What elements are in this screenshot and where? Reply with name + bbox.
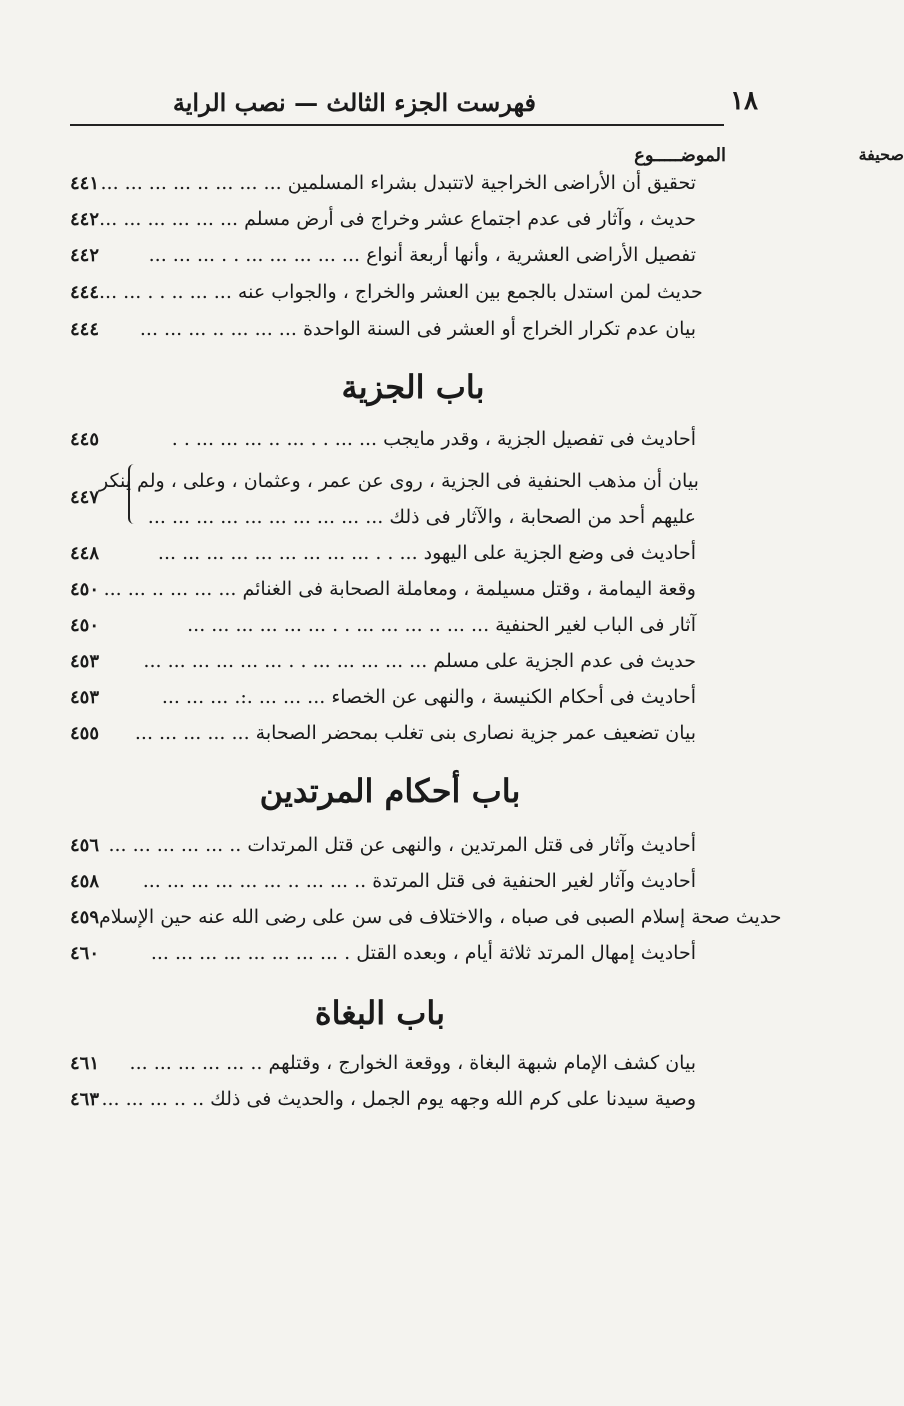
toc-page-number: ٤٥٠ (70, 579, 100, 600)
toc-entry: بيان تضعيف عمر جزية نصارى بنى تغلب بمحضر الصحابة ... ... ... ... ... (134, 722, 696, 744)
section-title-murtaddin: باب أحكام المرتدين (259, 772, 521, 810)
toc-entry: أحاديث فى وضع الجزية على اليهود ... . . ... ... ... ... ... ... ... ... ... (157, 542, 696, 564)
toc-row (70, 942, 696, 964)
toc-row (70, 172, 696, 194)
page-header (70, 80, 758, 124)
toc-row (70, 208, 696, 230)
toc-page-number: ٤٦١ (70, 1053, 100, 1074)
toc-entry: وصية سيدنا على كرم الله وجهه يوم الجمل ، والحديث فى ذلك .. .. ... ... ... (101, 1088, 696, 1110)
toc-row (70, 1088, 696, 1110)
toc-entry: تحقيق أن الأراضى الخراجية لاتتبدل بشراء المسلمين ... ... ... .. ... ... ... ... (100, 172, 696, 194)
toc-row (70, 428, 696, 450)
toc-entry: أحاديث فى أحكام الكنيسة ، والنهى عن الخصاء ... ... ... .:. ... ... ... (161, 686, 696, 708)
page-column-label: صحيفة (858, 145, 904, 164)
toc-entry: تفصيل الأراضى العشرية ، وأنها أربعة أنواع ... ... ... ... ... . . ... ... ... (148, 244, 696, 266)
toc-row (70, 542, 696, 564)
toc-entry: بيان كشف الإمام شبهة البغاة ، ووقعة الخوارج ، وقتلهم .. ... ... ... ... ... (129, 1052, 696, 1074)
toc-page-number: ٤٥٣ (70, 651, 100, 672)
toc-row (70, 650, 696, 672)
toc-row-continuation (70, 506, 696, 528)
topic-column-label: الموضـــــوع (634, 145, 726, 166)
toc-page-number: ٤٥٨ (70, 871, 100, 892)
toc-row (70, 614, 696, 636)
toc-page-number: ٤٦٠ (70, 943, 100, 964)
toc-row (70, 281, 703, 303)
toc-entry: حديث ، وآثار فى عدم اجتماع عشر وخراج فى أرض مسلم ... ... ... ... ... ... (99, 208, 696, 230)
toc-entry: أحاديث وآثار لغير الحنفية فى قتل المرتدة .. ... ... .. ... ... ... ... ... ... (142, 870, 696, 892)
toc-page-number: ٤٤١ (70, 173, 100, 194)
toc-row (70, 686, 696, 708)
toc-page-number: ٤٤٢ (70, 209, 100, 230)
toc-page-number: ٤٦٣ (70, 1089, 100, 1110)
toc-page-number: ٤٥٠ (70, 615, 100, 636)
toc-page-number: ٤٥٩ (70, 907, 100, 928)
toc-entry: أحاديث إمهال المرتد ثلاثة أيام ، وبعده القتل . ... ... ... ... ... ... ... ... (150, 942, 696, 964)
toc-page-number: ٤٤٢ (70, 245, 100, 266)
toc-entry: أحاديث فى تفصيل الجزية ، وقدر مايجب ... ... . . ... .. ... ... ... . . (171, 428, 696, 450)
toc-page-number: ٤٤٧ (70, 487, 100, 508)
toc-entry: وقعة اليمامة ، وقتل مسيلمة ، ومعاملة الصحابة فى الغنائم ... ... ... .. ... ... (103, 578, 696, 600)
toc-entry: بيان أن مذهب الحنفية فى الجزية ، روى عن عمر ، وعثمان ، وعلى ، ولم ينكر (99, 470, 699, 492)
toc-entry: حديث صحة إسلام الصبى فى صباه ، والاختلاف فى سن على رضى الله عنه حين الإسلام (99, 906, 782, 928)
toc-entry: حديث فى عدم الجزية على مسلم ... ... ... ... ... . . ... ... ... ... ... ... (143, 650, 696, 672)
section-title-jizya: باب الجزية (341, 368, 485, 406)
header-rule (70, 124, 724, 126)
toc-entry: آثار فى الباب لغير الحنفية ... ... .. ... ... ... . . ... ... ... ... ... ... (187, 614, 696, 636)
toc-entry-continuation: عليهم أحد من الصحابة ، والآثار فى ذلك ... ... ... ... ... ... ... ... ... ... (147, 506, 696, 528)
toc-page-number: ٤٤٥ (70, 429, 100, 450)
toc-row (70, 1052, 696, 1074)
toc-row (70, 870, 696, 892)
toc-row (70, 578, 696, 600)
toc-page-number: ٤٤٨ (70, 543, 100, 564)
toc-page-number: ٤٥٦ (70, 835, 100, 856)
toc-row (70, 318, 696, 340)
page-number: ١٨ (730, 86, 758, 116)
toc-entry: أحاديث وآثار فى قتل المرتدين ، والنهى عن قتل المرتدات .. ... ... ... ... ... (108, 834, 696, 856)
toc-page-number: ٤٥٥ (70, 723, 100, 744)
running-title: فهرست الجزء الثالث — نصب الراية (172, 88, 536, 117)
toc-page-number: ٤٤٤ (70, 319, 100, 340)
toc-row (70, 244, 696, 266)
toc-row (70, 470, 699, 508)
toc-row (70, 834, 696, 856)
toc-page-number: ٤٤٤ (70, 282, 100, 303)
toc-entry: حديث لمن استدل بالجمع بين العشر والخراج ، والجواب عنه ... ... .. . . ... ... (99, 281, 703, 303)
toc-row (70, 906, 782, 928)
toc-entry: بيان عدم تكرار الخراج أو العشر فى السنة الواحدة ... ... ... .. ... ... ... (139, 318, 696, 340)
toc-page-number: ٤٥٣ (70, 687, 100, 708)
toc-row (70, 722, 696, 744)
section-title-bughat: باب البغاة (314, 994, 446, 1032)
